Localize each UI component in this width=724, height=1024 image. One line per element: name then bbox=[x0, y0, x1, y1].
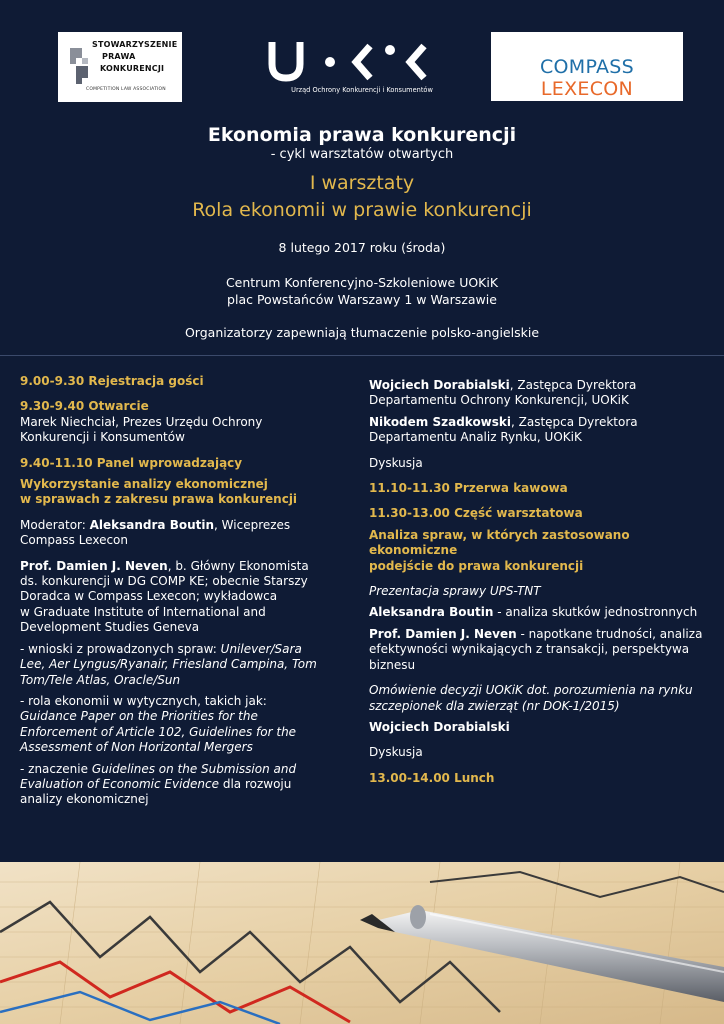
neven-role: , b. Główny Ekonomista bbox=[167, 558, 309, 573]
bullet-3-line-3: analizy ekonomicznej bbox=[20, 792, 149, 807]
bullet-1-prefix: - wnioski z prowadzonych spraw: bbox=[20, 641, 221, 656]
sppk-line-1: STOWARZYSZENIE bbox=[92, 40, 178, 49]
bullet-2-line-4: Assessment of Non Horizontal Mergers bbox=[20, 740, 253, 755]
workshop-number: I warsztaty bbox=[309, 172, 415, 194]
moderator-role: , Wiceprezes bbox=[214, 517, 291, 532]
bullet-1-line-2: Lee, Aer Lyngus/Ryanair, Friesland Campina, Tom bbox=[20, 657, 317, 672]
neven-line-4: w Graduate Institute of International and bbox=[20, 604, 266, 619]
bullet-1-line-3: Tom/Tele Atlas, Oracle/Sun bbox=[20, 672, 181, 687]
series-title: Ekonomia prawa konkurencji bbox=[207, 124, 517, 146]
workshop-title: Rola ekonomii w prawie konkurencji bbox=[192, 199, 532, 221]
dn-line-2: efektywności wynikających z transakcji, perspektywa bbox=[369, 642, 690, 657]
decision-speaker: Wojciech Dorabialski bbox=[369, 719, 510, 734]
venue-name: Centrum Konferencyjno-Szkoleniowe UOKiK bbox=[225, 275, 499, 290]
coffee-break-slot: 11.10-11.30 Przerwa kawowa bbox=[369, 481, 568, 496]
dn-name: Prof. Damien J. Neven bbox=[369, 626, 517, 641]
dn-text-1: - napotkane trudności, analiza bbox=[516, 626, 703, 641]
moderator-label: Moderator: bbox=[20, 517, 90, 532]
ab-text: - analiza skutków jednostronnych bbox=[493, 605, 698, 620]
ns-role: , Zastępca Dyrektora bbox=[511, 414, 638, 429]
workshop-slot: 11.30-13.00 Część warsztatowa bbox=[369, 506, 583, 521]
event-date: 8 lutego 2017 roku (środa) bbox=[278, 240, 446, 255]
sppk-logo-mark-icon bbox=[66, 44, 92, 88]
compass-wordmark bbox=[491, 56, 683, 100]
moderator-line-2: Compass Lexecon bbox=[20, 533, 129, 548]
translation-note: Organizatorzy zapewniają tłumaczenie polsko-angielskie bbox=[184, 325, 540, 340]
workshop-topic-line-2: podejście do prawa konkurencji bbox=[369, 558, 584, 573]
lunch-slot: 13.00-14.00 Lunch bbox=[369, 770, 495, 785]
divider bbox=[0, 355, 724, 356]
pen-on-chart-photo-icon bbox=[0, 862, 724, 1024]
agenda-left-column bbox=[20, 374, 340, 808]
neven-line-1 bbox=[20, 559, 340, 574]
moderator-name: Aleksandra Boutin bbox=[89, 517, 215, 532]
opening-speaker-line-2: Konkurencji i Konsumentów bbox=[20, 430, 185, 445]
neven-line-5: Development Studies Geneva bbox=[20, 620, 200, 635]
panel-topic-line-1: Wykorzystanie analizy ekonomicznej bbox=[20, 477, 268, 492]
uokik-wordmark-icon bbox=[262, 38, 462, 84]
uokik-logo bbox=[262, 38, 462, 100]
ab-line bbox=[369, 605, 704, 620]
ab-name: Aleksandra Boutin bbox=[369, 605, 494, 620]
ns-line-1 bbox=[369, 415, 704, 430]
bullet-2-line-3: Enforcement of Article 102, Guidelines for the bbox=[20, 724, 297, 739]
compass-part: COMPASS bbox=[539, 56, 635, 78]
series-subtitle: - cykl warsztatów otwartych bbox=[270, 147, 454, 162]
lexecon-part: LEXECON bbox=[540, 78, 634, 100]
moderator-line-1 bbox=[20, 518, 340, 533]
dn-line-3: biznesu bbox=[369, 657, 416, 672]
bullet-2-line-2: Guidance Paper on the Priorities for the bbox=[20, 709, 258, 724]
wd-name: Wojciech Dorabialski bbox=[369, 378, 510, 392]
discussion-2: Dyskusja bbox=[369, 745, 423, 760]
bullet-3-line-2 bbox=[20, 777, 340, 792]
agenda-right-column bbox=[369, 378, 704, 786]
wd-role: , Zastępca Dyrektora bbox=[509, 378, 637, 392]
neven-line-2: ds. konkurencji w DG COMP KE; obecnie Starszy bbox=[20, 574, 308, 589]
panel-topic-line-2: w sprawach z zakresu prawa konkurencji bbox=[20, 492, 298, 507]
bullet-3-title-2: Evaluation of Economic Evidence bbox=[20, 776, 220, 791]
sppk-line-3: KONKURENCJI bbox=[100, 64, 165, 73]
bullet-3-title-1: Guidelines on the Submission and bbox=[91, 761, 297, 776]
dn-line-1 bbox=[369, 627, 704, 642]
ns-line-2: Departamentu Analiz Rynku, UOKiK bbox=[369, 430, 582, 445]
wd-line-1 bbox=[369, 378, 704, 393]
bullet-1-line-1 bbox=[20, 642, 340, 657]
ns-name: Nikodem Szadkowski bbox=[369, 414, 512, 429]
panel-slot: 9.40-11.10 Panel wprowadzający bbox=[20, 455, 243, 470]
decision-line-1: Omówienie decyzji UOKiK dot. porozumienia na rynku bbox=[369, 683, 693, 698]
decision-line-2: szczepionek dla zwierząt (nr DOK-1/2015) bbox=[369, 698, 620, 713]
registration-slot: 9.00-9.30 Rejestracja gości bbox=[20, 374, 204, 388]
bullet-3-suffix: dla rozwoju bbox=[219, 776, 292, 791]
sppk-line-2: PRAWA bbox=[102, 52, 136, 61]
sppk-logo bbox=[58, 32, 182, 102]
sppk-subtitle: COMPETITION LAW ASSOCIATION bbox=[86, 87, 166, 92]
wd-line-2: Departamentu Ochrony Konkurencji, UOKiK bbox=[369, 393, 629, 408]
neven-name: Prof. Damien J. Neven bbox=[20, 558, 168, 573]
compass-lexecon-logo bbox=[491, 32, 683, 101]
bullet-1-cases-1: Unilever/Sara bbox=[220, 641, 302, 656]
uokik-subtitle: Urząd Ochrony Konkurencji i Konsumentów bbox=[291, 86, 433, 94]
bullet-3-prefix: - znaczenie bbox=[20, 761, 92, 776]
workshop-topic-line-1: Analiza spraw, w których zastosowano ekonomiczne bbox=[369, 527, 630, 558]
case-intro: Prezentacja sprawy UPS-TNT bbox=[369, 584, 541, 599]
neven-line-3: Doradca w Compass Lexecon; wykładowca bbox=[20, 589, 278, 604]
bullet-3-line-1 bbox=[20, 762, 340, 777]
discussion-1: Dyskusja bbox=[369, 455, 423, 470]
opening-speaker-line-1: Marek Niechciał, Prezes Urzędu Ochrony bbox=[20, 414, 263, 429]
opening-slot: 9.30-9.40 Otwarcie bbox=[20, 399, 149, 414]
bullet-2-line-1: - rola ekonomii w wytycznych, takich jak: bbox=[20, 693, 267, 708]
venue-address: plac Powstańców Warszawy 1 w Warszawie bbox=[227, 292, 497, 307]
